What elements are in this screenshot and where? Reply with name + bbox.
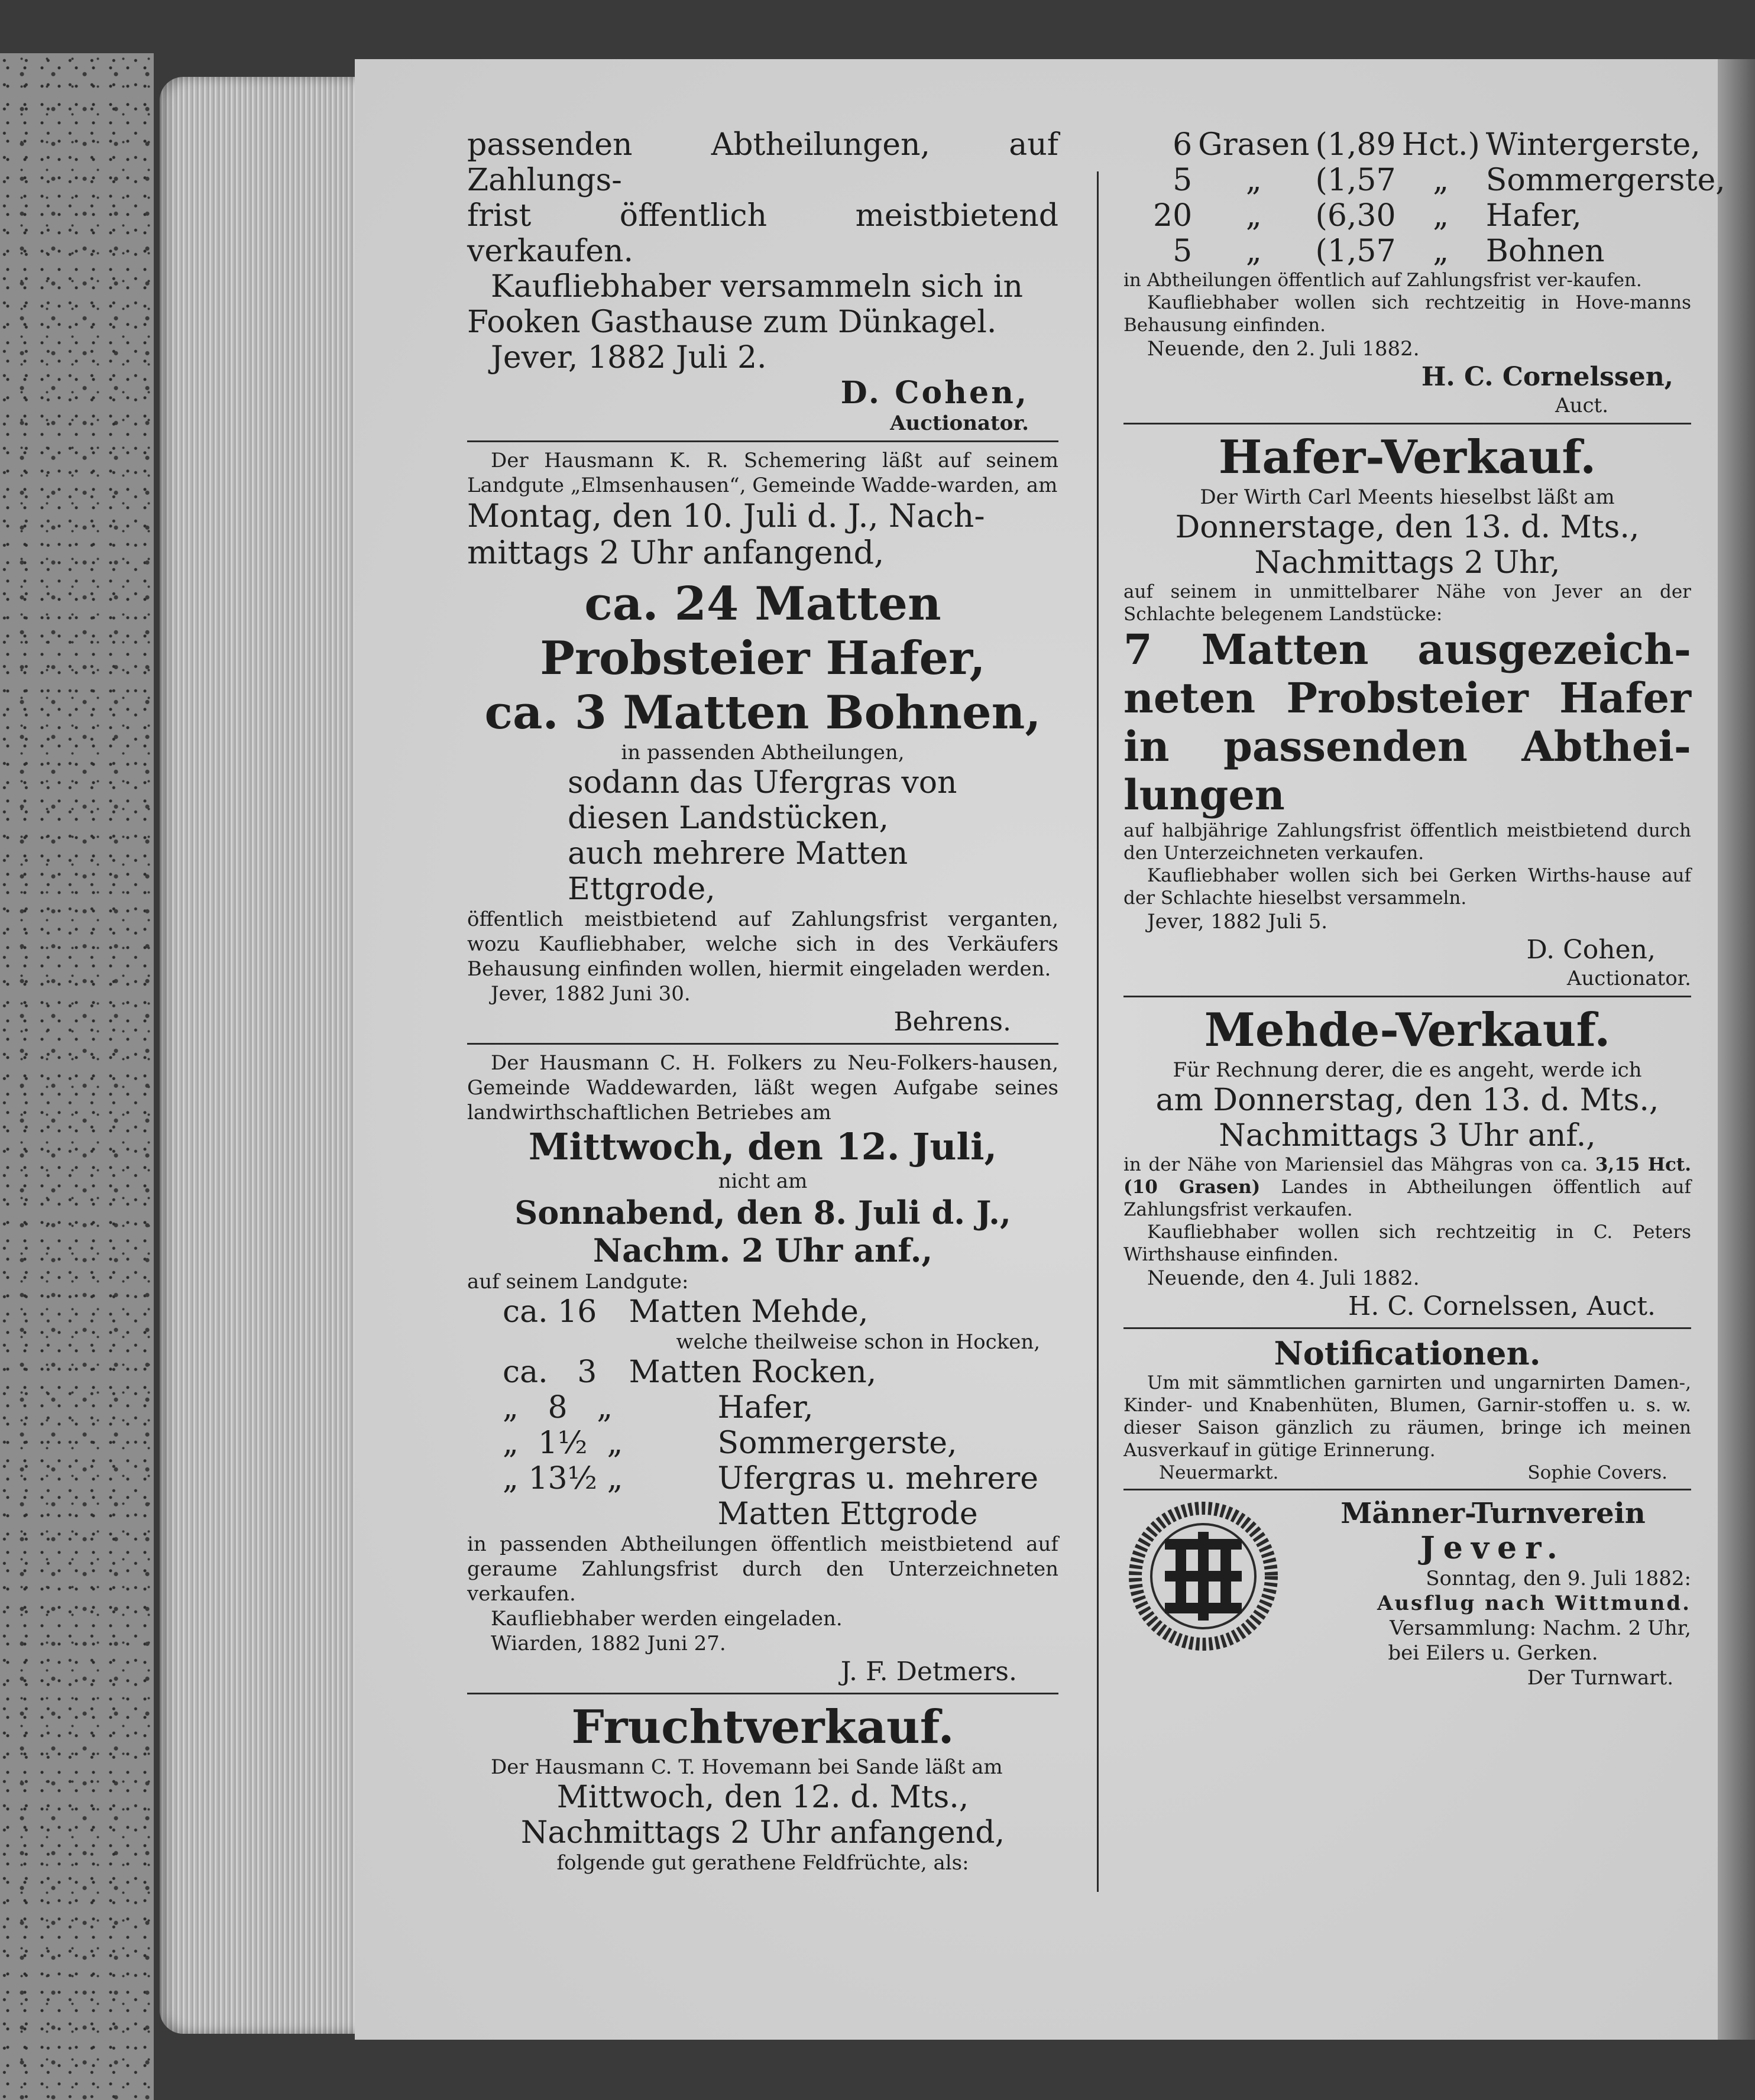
ad-auction-cohen-continued <box>467 127 1058 436</box>
ad-place: Neuermarkt. <box>1159 1462 1279 1483</box>
ad-hafer-verkauf <box>1123 430 1691 991</box>
crop-name: Hafer, <box>1485 198 1582 234</box>
ad-divider <box>467 1043 1058 1045</box>
item-qty <box>503 1330 629 1354</box>
ad-divider <box>467 1693 1058 1694</box>
crop-unit: „ <box>1245 198 1262 234</box>
ad-date: Mittwoch, den 12. Juli, <box>528 1125 998 1168</box>
item-desc: Sommergerste, <box>717 1425 957 1461</box>
item-qty: „ 13½ „ <box>503 1461 623 1496</box>
book-page-edges <box>160 77 361 2034</box>
ad-body-part: Landes in Abtheilungen öffentlich auf Zahlungsfrist verkaufen. <box>1123 1177 1691 1220</box>
crop-count: 20 <box>1153 198 1193 234</box>
signer: Der Turnwart. <box>1527 1666 1673 1690</box>
signer-title: Auctionator. <box>890 411 1029 435</box>
ad-date: Mittwoch, den 12. d. Mts., <box>556 1780 969 1815</box>
ad-sub: in passenden Abtheilungen, <box>621 741 905 764</box>
ad-time: Nachmittags 2 Uhr, <box>1254 545 1560 581</box>
crops-row <box>1153 127 1731 163</box>
left-column <box>467 127 1058 1875</box>
signer: D. Cohen, <box>1526 935 1656 965</box>
item-qty: ca. 3 <box>503 1354 597 1390</box>
ad-title-place: Jever. <box>1420 1530 1566 1566</box>
ad-divider <box>1123 1489 1691 1490</box>
ad-fruchtverkauf-continued <box>1123 127 1725 418</box>
ad-divider <box>1123 423 1691 424</box>
place-date: Jever, 1882 Juli 5. <box>1147 910 1328 934</box>
items-row <box>503 1330 1055 1354</box>
ad-intro: Der Wirth Carl Meents hieselbst läßt am <box>1200 485 1615 509</box>
ad-invite: Kaufliebhaber wollen sich rechtzeitig in C. Peters Wirthshause einfinden. <box>1123 1221 1691 1265</box>
place-date: Neuende, den 4. Juli 1882. <box>1147 1266 1420 1290</box>
items-row <box>503 1294 1055 1330</box>
items-row <box>503 1390 1055 1425</box>
ad-body-bold: 3,15 Hct. (10 Grasen) <box>1123 1154 1691 1198</box>
items-row <box>503 1461 1055 1532</box>
signer: H. C. Cornelssen, Auct. <box>1348 1291 1656 1321</box>
item-qty: „ 8 „ <box>503 1390 613 1425</box>
ad-time: Nachmittags 3 Uhr anf., <box>1219 1118 1596 1153</box>
crop-unit: „ <box>1245 234 1262 269</box>
ad-body: in Abtheilungen öffentlich auf Zahlungsfrist ver-kaufen. <box>1123 270 1642 291</box>
crops-row <box>1153 163 1731 198</box>
signer-title: Auct. <box>1555 394 1608 417</box>
ad-title: Fruchtverkauf. <box>571 1700 954 1754</box>
ad-follow: folgende gut gerathene Feldfrüchte, als: <box>556 1851 969 1875</box>
crop-area: (1,89 <box>1315 127 1396 163</box>
ad-item: 7 Matten ausgezeich-neten Probsteier Hafer in passenden Abthei-lungen <box>1123 625 1691 819</box>
crop-count: 5 <box>1173 234 1193 269</box>
crop-area: (6,30 <box>1315 198 1396 234</box>
ad-date: Montag, den 10. Juli d. J., Nach-mittags 2 Uhr anfangend, <box>467 497 985 571</box>
ad-location: auf seinem in unmittelbarer Nähe von Jever an der Schlachte belegenem Landstücke: <box>1123 581 1691 625</box>
ad-line: Kaufliebhaber versammeln sich in <box>491 269 1023 304</box>
ad-notificationen <box>1123 1335 1691 1484</box>
ad-schemering-hafer <box>467 448 1058 1038</box>
signer: D. Cohen, <box>840 375 1029 411</box>
ad-time: Nachm. 2 Uhr anf., <box>592 1232 933 1269</box>
ad-turnverein <box>1123 1496 1691 1691</box>
ad-title: Mehde-Verkauf. <box>1204 1003 1611 1057</box>
ad-body: in passenden Abtheilungen öffentlich meistbietend auf geraume Zahlungsfrist durch den Unterzeichneten verkaufen. <box>467 1532 1058 1606</box>
ad-fruchtverkauf <box>467 1700 1058 1875</box>
crop-name: Bohnen <box>1485 234 1605 269</box>
crop-area-unit: „ <box>1433 163 1449 198</box>
signer: H. C. Cornelssen, <box>1421 362 1673 392</box>
item-qty: ca. 16 <box>503 1294 597 1330</box>
place-date: Neuende, den 2. Juli 1882. <box>1147 337 1420 361</box>
item-desc: Ufergras u. mehrere Matten Ettgrode <box>717 1461 1038 1532</box>
ad-intro: Der Hausmann K. R. Schemering läßt auf seinem Landgute „Elmsenhausen“, Gemeinde Wadde-warden, am <box>467 449 1058 497</box>
ad-note: nicht am <box>718 1169 808 1193</box>
ad-time: Nachmittags 2 Uhr anfangend, <box>520 1815 1005 1851</box>
ad-sub: sodann das Ufergras von diesen Landstücken, <box>568 765 957 836</box>
crop-count: 5 <box>1173 163 1193 198</box>
signer-title: Auctionator. <box>1566 967 1691 990</box>
ad-body: auf halbjährige Zahlungsfrist öffentlich meistbietend durch den Unterzeichneten verkaufen. <box>1123 820 1691 864</box>
ad-date: am Donnerstag, den 13. d. Mts., <box>1155 1083 1659 1118</box>
item-desc: welche theilweise schon in Hocken, <box>676 1330 1041 1354</box>
column-separator <box>1097 171 1099 1892</box>
ad-title: Männer-Turnverein <box>1340 1497 1646 1530</box>
item-desc: Matten Mehde, <box>629 1294 869 1330</box>
ad-line: frist öffentlich meistbietend verkaufen. <box>467 198 1058 269</box>
turnverein-emblem-icon <box>1123 1496 1283 1656</box>
ad-divider <box>1123 1327 1691 1329</box>
crop-area-unit: „ <box>1433 198 1449 234</box>
crops-row <box>1153 234 1731 269</box>
item-qty: „ 1½ „ <box>503 1425 623 1461</box>
ad-body <box>1123 1153 1691 1221</box>
ad-sub: auch mehrere Matten Ettgrode, <box>568 836 908 907</box>
ad-line: passenden Abtheilungen, auf Zahlungs- <box>467 127 1058 198</box>
ad-invite: Kaufliebhaber wollen sich rechtzeitig in Hove-manns Behausung einfinden. <box>1123 292 1691 336</box>
place-date: Jever, 1882 Juli 2. <box>491 340 767 375</box>
ad-divider <box>467 440 1058 442</box>
ad-invite: Kaufliebhaber werden eingeladen. <box>491 1607 843 1631</box>
ad-date: Sonnabend, den 8. Juli d. J., <box>514 1194 1011 1232</box>
ad-divider <box>1123 996 1691 997</box>
ad-body-part: in der Nähe von Mariensiel das Mähgras von ca. <box>1123 1154 1588 1175</box>
ad-footer <box>1123 1461 1691 1484</box>
ad-date: Donnerstage, den 13. d. Mts., <box>1175 510 1640 545</box>
signer: J. F. Detmers. <box>840 1657 1017 1687</box>
crops-row <box>1153 198 1731 234</box>
place-date: Wiarden, 1882 Juni 27. <box>491 1632 726 1655</box>
signer: Sophie Covers. <box>1527 1462 1667 1483</box>
items-row <box>503 1354 1055 1390</box>
ad-intro: Für Rechnung derer, die es angeht, werde ich <box>1173 1058 1642 1082</box>
ad-body: Um mit sämmtlichen garnirten und ungarnirten Damen-, Kinder- und Knabenhüten, Blumen, Garnir-stoffen u. s. w. dieser Saison gänzlich zu räumen, bringe ich meinen Ausverkauf in gütige Erinnerung. <box>1123 1372 1691 1461</box>
crop-area-unit: „ <box>1433 234 1449 269</box>
ad-item-hafer: ca. 24 Matten Probsteier Hafer, <box>540 577 986 685</box>
ad-date: Sonntag, den 9. Juli 1882: <box>1426 1567 1691 1590</box>
crop-count: 6 <box>1173 127 1193 163</box>
item-desc: Matten Rocken, <box>629 1354 877 1390</box>
ad-folkers-auction <box>467 1051 1058 1688</box>
right-column <box>1123 127 1725 1691</box>
ad-title: Hafer-Verkauf. <box>1218 430 1597 484</box>
crop-area: (1,57 <box>1315 163 1396 198</box>
crops-table <box>1153 127 1731 269</box>
crop-unit: „ <box>1245 163 1262 198</box>
next-page-edge <box>1718 59 1755 2040</box>
ad-item-bohnen: ca. 3 Matten Bohnen, <box>484 686 1041 740</box>
turnverein-text <box>1295 1496 1691 1690</box>
place-date: Jever, 1882 Juni 30. <box>491 982 691 1006</box>
ad-meeting: Versammlung: Nachm. 2 Uhr, <box>1390 1616 1691 1640</box>
items-row <box>503 1425 1055 1461</box>
items-table <box>503 1294 1055 1532</box>
ad-event: Ausflug nach Wittmund. <box>1377 1592 1691 1615</box>
crop-area-unit: Hct.) <box>1401 127 1480 163</box>
ad-intro: Der Hausmann C. H. Folkers zu Neu-Folkers-hausen, Gemeinde Waddewarden, läßt wegen Aufgabe seines landwirthschaftlichen Betriebes am <box>467 1051 1058 1124</box>
ad-body: öffentlich meistbietend auf Zahlungsfrist verganten, wozu Kaufliebhaber, welche sich in des Verkäufers Behausung einfinden wollen, hiermit eingeladen werden. <box>467 908 1058 981</box>
signer: Behrens. <box>893 1007 1011 1037</box>
ad-place: bei Eilers u. Gerken. <box>1388 1641 1598 1665</box>
ad-mehde-verkauf <box>1123 1003 1691 1323</box>
ad-location: auf seinem Landgute: <box>467 1270 689 1294</box>
crop-area: (1,57 <box>1315 234 1396 269</box>
ad-invite: Kaufliebhaber wollen sich bei Gerken Wirths-hause auf der Schlachte hieselbst versammeln. <box>1123 865 1691 909</box>
ad-title: Notificationen. <box>1274 1334 1541 1372</box>
crop-unit: Grasen <box>1198 127 1310 163</box>
ad-intro: Der Hausmann C. T. Hovemann bei Sande läßt am <box>491 1755 1003 1779</box>
crop-name: Wintergerste, <box>1485 127 1701 163</box>
scan-background <box>0 53 154 2100</box>
crop-name: Sommergerste, <box>1485 163 1725 198</box>
item-desc: Hafer, <box>717 1390 814 1425</box>
ad-line: Fooken Gasthause zum Dünkagel. <box>467 304 997 340</box>
